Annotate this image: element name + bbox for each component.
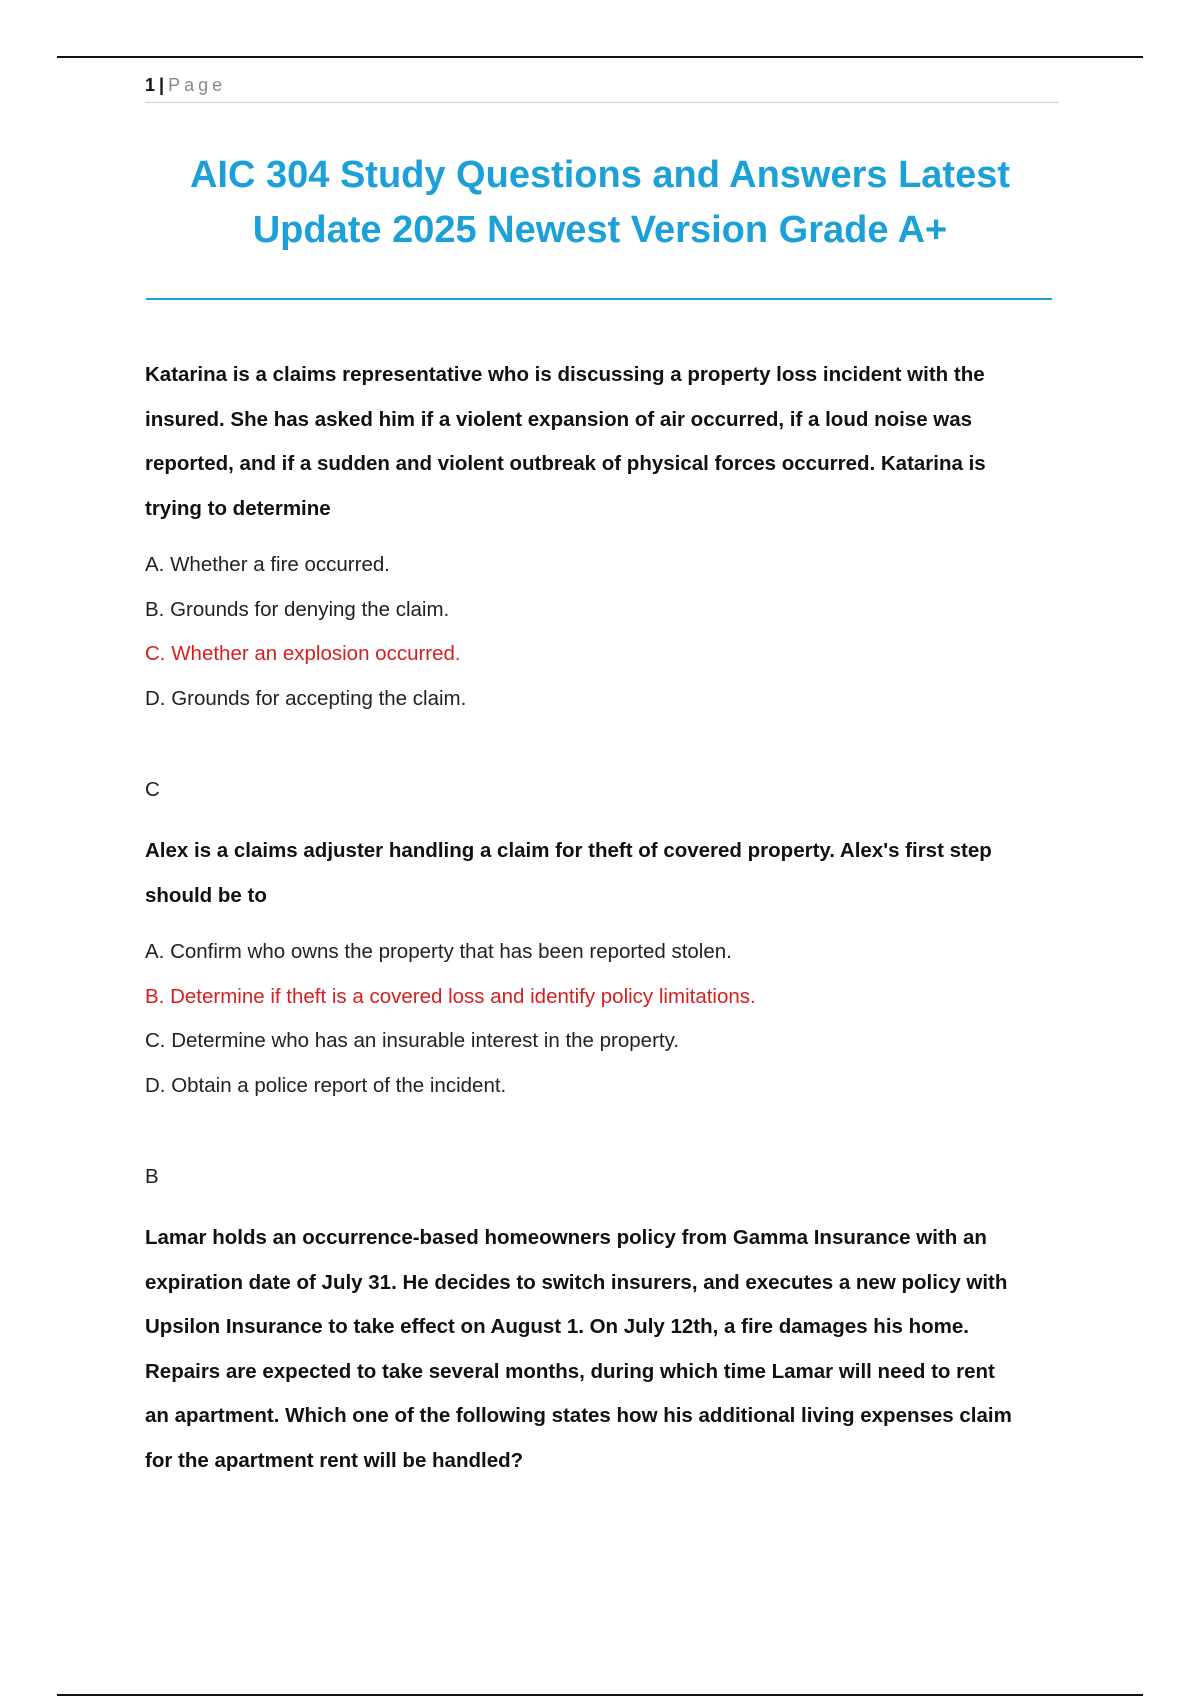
option-b-correct: B. Determine if theft is a covered loss and identify policy limitations. — [145, 984, 756, 1008]
page-separator: | — [159, 75, 165, 95]
page-number: 1 — [145, 75, 156, 95]
bottom-rule — [57, 1694, 1143, 1696]
option-a: A. Whether a fire occurred. — [145, 553, 390, 576]
question-text — [145, 829, 1065, 918]
title-line-1: AIC 304 Study Questions and Answers Latest — [189, 154, 1011, 196]
option-d: D. Grounds for accepting the claim. — [145, 686, 467, 710]
question-line: reported, and if a sudden and violent outbreak of physical forces occurred. Katarina is — [145, 452, 986, 475]
question-line: Upsilon Insurance to take effect on August 1. On July 12th, a fire damages his home. — [145, 1315, 969, 1338]
question-line: an apartment. Which one of the following states how his additional living expenses claim — [145, 1404, 1012, 1427]
page-label: Page — [168, 75, 227, 95]
question-line: Repairs are expected to take several months, during which time Lamar will need to rent — [145, 1359, 995, 1383]
option-a: A. Confirm who owns the property that has been reported stolen. — [145, 940, 732, 963]
question-line: Alex is a claims adjuster handling a claim for theft of covered property. Alex's first step — [145, 839, 992, 862]
question-line: Katarina is a claims representative who is discussing a property loss incident with the — [145, 363, 985, 386]
question-line: Lamar holds an occurrence-based homeowners policy from Gamma Insurance with an — [145, 1226, 987, 1249]
question-block-1 — [145, 353, 1065, 721]
question-text — [145, 1216, 1065, 1483]
option-d: D. Obtain a police report of the incident. — [145, 1073, 507, 1097]
question-line: should be to — [145, 883, 267, 907]
question-line: trying to determine — [145, 496, 331, 520]
question-text — [145, 353, 1065, 531]
title-line-2: Update 2025 Newest Version Grade A+ — [252, 209, 948, 251]
question-line: expiration date of July 31. He decides to switch insurers, and executes a new policy with — [145, 1270, 1008, 1294]
title-underline — [146, 298, 1052, 300]
question-block-2 — [145, 829, 1065, 1108]
option-c: C. Determine who has an insurable interest in the property. — [145, 1029, 680, 1052]
top-rule — [57, 56, 1143, 58]
question-line: insured. She has asked him if a violent expansion of air occurred, if a loud noise was — [145, 407, 973, 431]
option-list — [145, 543, 1065, 721]
answer-key-2: B — [145, 1165, 159, 1188]
document-title — [120, 148, 1080, 258]
option-list — [145, 930, 1065, 1108]
question-block-3 — [145, 1216, 1065, 1483]
question-line: for the apartment rent will be handled? — [145, 1448, 524, 1472]
option-b: B. Grounds for denying the claim. — [145, 597, 450, 621]
page-header — [145, 70, 1059, 103]
answer-key-1: C — [145, 778, 160, 801]
option-c-correct: C. Whether an explosion occurred. — [145, 642, 461, 665]
